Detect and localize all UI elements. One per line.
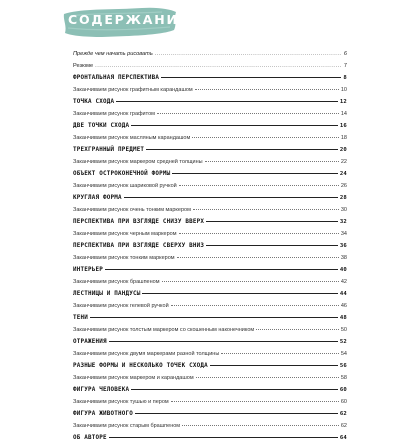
toc-leader [155, 51, 342, 57]
toc-chapter-row[interactable] [73, 69, 347, 81]
toc-page-number: 44 [339, 291, 347, 297]
toc-chapter-row[interactable] [73, 237, 347, 249]
toc-page-number: 32 [339, 219, 347, 225]
toc-page-number: 64 [339, 435, 347, 441]
toc-subentry-row[interactable] [73, 249, 347, 261]
toc-page-number: 30 [340, 207, 347, 213]
toc-page-number: 40 [339, 267, 347, 273]
toc-page-number: 60 [339, 387, 347, 393]
toc-page-number: 24 [339, 171, 347, 177]
toc-entry-label: Заканчиваем рисунок тонким маркером [73, 255, 175, 261]
toc-subentry-row[interactable] [73, 369, 347, 381]
toc-chapter-row[interactable] [73, 141, 347, 153]
toc-page-number: 52 [339, 339, 347, 345]
toc-entry-label: ДВЕ ТОЧКИ СХОДА [73, 123, 130, 129]
toc-leader [172, 173, 337, 174]
toc-chapter-row[interactable] [73, 309, 347, 321]
toc-leader [116, 101, 338, 102]
toc-subentry-row[interactable] [73, 81, 347, 93]
toc-chapter-row[interactable] [73, 381, 347, 393]
toc-leader [177, 257, 339, 258]
page-title: СОДЕРЖАНИЕ [68, 12, 190, 27]
toc-page-number: 28 [339, 195, 347, 201]
toc-subentry-row[interactable] [73, 105, 347, 117]
toc-page-number: 38 [340, 255, 347, 261]
toc-leader [182, 425, 339, 426]
table-of-contents [73, 45, 347, 441]
toc-page-number: 54 [340, 351, 347, 357]
toc-subentry-row[interactable] [73, 273, 347, 285]
toc-subentry-row[interactable] [73, 201, 347, 213]
toc-leader [95, 63, 342, 69]
toc-leader [131, 125, 338, 126]
toc-page-number: 6 [343, 51, 347, 57]
toc-leader [135, 413, 338, 414]
toc-leader [109, 437, 338, 438]
toc-chapter-row[interactable] [73, 165, 347, 177]
toc-subentry-row[interactable] [73, 177, 347, 189]
toc-entry-label: ПЕРСПЕКТИВА ПРИ ВЗГЛЯДЕ СВЕРХУ ВНИЗ [73, 243, 205, 249]
toc-entry-label: Заканчиваем рисунок старым брашпеном [73, 423, 181, 429]
toc-subentry-row[interactable] [73, 393, 347, 405]
toc-entry-label: Заканчиваем рисунок брашпеном [73, 279, 160, 285]
toc-entry-label: Заканчиваем рисунок шариковой ручкой [73, 183, 177, 189]
toc-leader [205, 161, 339, 162]
toc-entry-label: ОТРАЖЕНИЯ [73, 339, 107, 345]
toc-chapter-row[interactable] [73, 189, 347, 201]
toc-chapter-row[interactable] [73, 93, 347, 105]
toc-page-number: 62 [339, 411, 347, 417]
toc-leader [206, 221, 338, 222]
toc-leader [162, 281, 339, 282]
toc-chapter-row[interactable] [73, 117, 347, 129]
toc-entry-label: ТРЕХГРАННЫЙ ПРЕДМЕТ [73, 147, 145, 153]
toc-entry-label: Прежде чем начать рисовать [73, 51, 153, 57]
toc-subentry-row[interactable] [73, 153, 347, 165]
toc-chapter-row[interactable] [73, 357, 347, 369]
toc-entry-label: Заканчиваем рисунок черным маркером [73, 231, 177, 237]
toc-page-number: 10 [340, 87, 347, 93]
toc-leader [193, 209, 339, 210]
toc-page-number: 36 [339, 243, 347, 249]
toc-leader [171, 305, 339, 306]
toc-leader [256, 329, 339, 330]
toc-leader [124, 197, 338, 198]
toc-entry-label: Заканчиваем рисунок двумя маркерами разной толщины [73, 351, 220, 357]
toc-leader [171, 401, 339, 402]
toc-entry-label: Заканчиваем рисунок маркером средней толщины [73, 159, 203, 165]
toc-entry-label: Заканчиваем рисунок масляным карандашом [73, 135, 191, 141]
toc-entry-label: Заканчиваем рисунок толстым маркером со скошенным наконечником [73, 327, 255, 333]
toc-entry-label: Резюме [73, 63, 94, 69]
toc-entry-label: ОБЪЕКТ ОСТРОКОНЕЧНОЙ ФОРМЫ [73, 171, 171, 177]
toc-page-number: 22 [340, 159, 347, 165]
toc-subentry-row[interactable] [73, 321, 347, 333]
toc-leader [131, 389, 338, 390]
toc-page-number: 34 [340, 231, 347, 237]
toc-leader [179, 233, 339, 234]
toc-leader [179, 185, 339, 186]
toc-leader [210, 365, 338, 366]
toc-entry-label: ПЕРСПЕКТИВА ПРИ ВЗГЛЯДЕ СНИЗУ ВВЕРХ [73, 219, 205, 225]
toc-entry-label: ИНТЕРЬЕР [73, 267, 103, 273]
toc-page-number: 12 [339, 99, 347, 105]
toc-entry-label: ОБ АВТОРЕ [73, 435, 107, 441]
toc-entry-label: ФИГУРА ЧЕЛОВЕКА [73, 387, 130, 393]
toc-page-number: 14 [340, 111, 347, 117]
toc-leader [146, 149, 338, 150]
toc-leader [105, 269, 338, 270]
toc-leader [196, 377, 339, 378]
toc-page-number: 60 [340, 399, 347, 405]
toc-leader [195, 89, 339, 90]
toc-intro-row[interactable] [73, 45, 347, 57]
toc-page-number: 7 [343, 63, 347, 69]
toc-entry-label: ТЕНИ [73, 315, 88, 321]
toc-leader [192, 137, 339, 138]
toc-chapter-row[interactable] [73, 261, 347, 273]
toc-chapter-row[interactable] [73, 429, 347, 441]
toc-page-number: 46 [340, 303, 347, 309]
toc-page-number: 56 [339, 363, 347, 369]
toc-page-number: 48 [339, 315, 347, 321]
toc-entry-label: ФРОНТАЛЬНАЯ ПЕРСПЕКТИВА [73, 75, 160, 81]
toc-entry-label: ЛЕСТНИЦЫ И ПАНДУСЫ [73, 291, 141, 297]
toc-entry-label: Заканчиваем рисунок тушью и пером [73, 399, 169, 405]
toc-intro-row[interactable] [73, 57, 347, 69]
toc-page-number: 42 [340, 279, 347, 285]
toc-leader [142, 293, 337, 294]
toc-entry-label: Заканчиваем рисунок маркером и карандашом [73, 375, 194, 381]
toc-page-number: 8 [343, 75, 347, 81]
toc-page-number: 16 [339, 123, 347, 129]
toc-chapter-row[interactable] [73, 405, 347, 417]
toc-page-number: 62 [340, 423, 347, 429]
toc-subentry-row[interactable] [73, 297, 347, 309]
toc-page-number: 26 [340, 183, 347, 189]
toc-page-number: 50 [340, 327, 347, 333]
toc-subentry-row[interactable] [73, 225, 347, 237]
toc-entry-label: Заканчиваем рисунок графитом [73, 111, 155, 117]
toc-leader [157, 113, 339, 114]
toc-subentry-row[interactable] [73, 345, 347, 357]
toc-leader [206, 245, 338, 246]
toc-chapter-row[interactable] [73, 213, 347, 225]
toc-page-number: 58 [340, 375, 347, 381]
toc-chapter-row[interactable] [73, 285, 347, 297]
toc-page-number: 18 [340, 135, 347, 141]
toc-page-number: 20 [339, 147, 347, 153]
toc-entry-label: ФИГУРА ЖИВОТНОГО [73, 411, 133, 417]
toc-subentry-row[interactable] [73, 129, 347, 141]
toc-leader [161, 77, 341, 78]
toc-leader [109, 341, 338, 342]
toc-chapter-row[interactable] [73, 333, 347, 345]
toc-entry-label: Заканчиваем рисунок гелевой ручкой [73, 303, 169, 309]
toc-leader [90, 317, 338, 318]
toc-entry-label: РАЗНЫЕ ФОРМЫ И НЕСКОЛЬКО ТОЧЕК СХОДА [73, 363, 208, 369]
toc-entry-label: КРУГЛАЯ ФОРМА [73, 195, 122, 201]
toc-entry-label: Заканчиваем рисунок очень тонким маркером [73, 207, 191, 213]
toc-entry-label: Заканчиваем рисунок графитным карандашом [73, 87, 193, 93]
toc-entry-label: ТОЧКА СХОДА [73, 99, 115, 105]
toc-subentry-row[interactable] [73, 417, 347, 429]
toc-leader [221, 353, 339, 354]
